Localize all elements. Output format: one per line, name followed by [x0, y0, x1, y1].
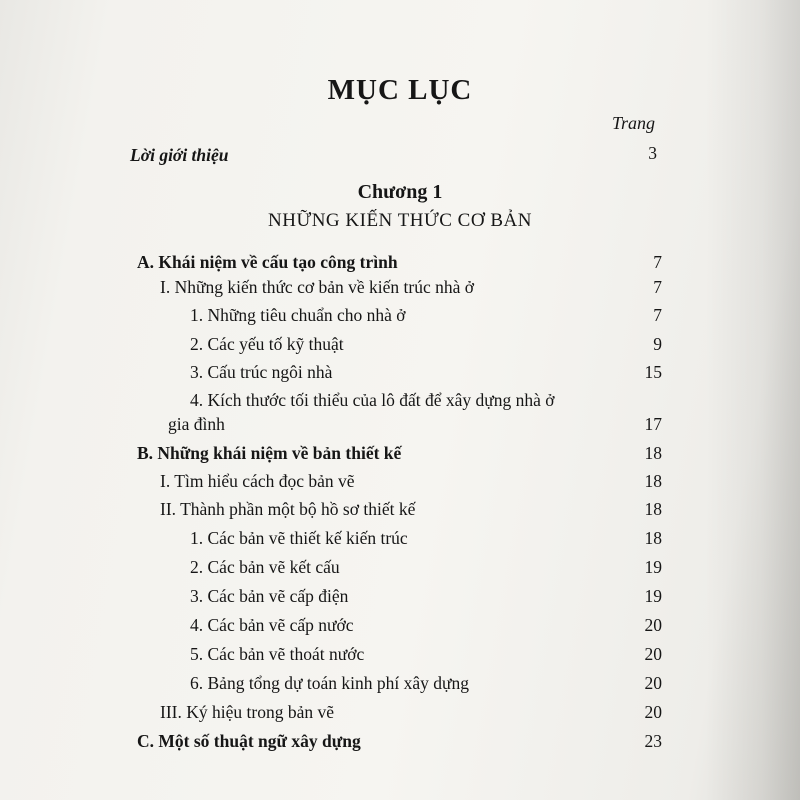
toc-entry-b-i: I. Tìm hiểu cách đọc bản vẽ — [160, 471, 355, 491]
toc-page-b-ii-2: 19 — [644, 557, 662, 577]
toc-page-b-ii-1: 18 — [644, 528, 662, 548]
toc-page-b-ii-5: 20 — [644, 644, 662, 664]
toc-page-a-i-2: 9 — [653, 334, 662, 354]
toc-page-b: 18 — [644, 443, 662, 463]
toc-entry-b-ii-6: 6. Bảng tổng dự toán kinh phí xây dựng — [190, 673, 470, 693]
intro-page: 3 — [648, 143, 657, 163]
toc-entry-b: B. Những khái niệm về bản thiết kế — [137, 443, 402, 463]
page-column-header: Trang — [612, 113, 656, 133]
chapter-title: NHỮNG KIẾN THỨC CƠ BẢN — [268, 210, 532, 231]
toc-entry-b-ii-1: 1. Các bản vẽ thiết kế kiến trúc — [190, 528, 408, 548]
toc-entry-b-ii-4: 4. Các bản vẽ cấp nước — [190, 615, 354, 635]
toc-page-a-i-1: 7 — [653, 305, 662, 325]
toc-page-a-i-4: 17 — [644, 414, 662, 434]
toc-entry-c: C. Một số thuật ngữ xây dựng — [137, 731, 361, 751]
intro-label: Lời giới thiệu — [130, 145, 229, 165]
toc-entry-a-i-1: 1. Những tiêu chuẩn cho nhà ở — [190, 305, 406, 325]
toc-page-b-ii: 18 — [644, 499, 662, 519]
toc-page-a-i-3: 15 — [644, 362, 662, 382]
toc-entry-a-i-4: 4. Kích thước tối thiểu của lô đất để xây dựng nhà ở — [190, 390, 555, 410]
chapter-label: Chương 1 — [357, 181, 443, 203]
toc-page-b-iii: 20 — [644, 702, 662, 722]
toc-entry-b-ii-3: 3. Các bản vẽ cấp điện — [190, 586, 349, 606]
toc-entry-a-i-3: 3. Cấu trúc ngôi nhà — [190, 362, 333, 382]
toc-entry-a-i-4-cont: gia đình — [168, 414, 225, 434]
toc-entry-b-ii-2: 2. Các bản vẽ kết cấu — [190, 557, 340, 577]
toc-page-b-i: 18 — [644, 471, 662, 491]
toc-page-b-ii-3: 19 — [644, 586, 662, 606]
toc-page-b-ii-6: 20 — [644, 673, 662, 693]
toc-entry-b-iii: III. Ký hiệu trong bản vẽ — [160, 702, 334, 722]
toc-page-a: 7 — [653, 252, 662, 272]
toc-page-a-i: 7 — [653, 277, 662, 297]
toc-entry-a-i-2: 2. Các yếu tố kỹ thuật — [190, 334, 344, 354]
toc-entry-b-ii: II. Thành phần một bộ hồ sơ thiết kế — [160, 499, 416, 519]
toc-page-c: 23 — [644, 731, 662, 751]
toc-page-b-ii-4: 20 — [644, 615, 662, 635]
toc-entry-a-i: I. Những kiến thức cơ bản về kiến trúc nhà ở — [160, 277, 474, 297]
page-title: MỤC LỤC — [327, 74, 473, 106]
toc-entry-b-ii-5: 5. Các bản vẽ thoát nước — [190, 644, 365, 664]
toc-entry-a: A. Khái niệm về cấu tạo công trình — [137, 252, 398, 272]
page-edge-shadow — [705, 0, 800, 800]
